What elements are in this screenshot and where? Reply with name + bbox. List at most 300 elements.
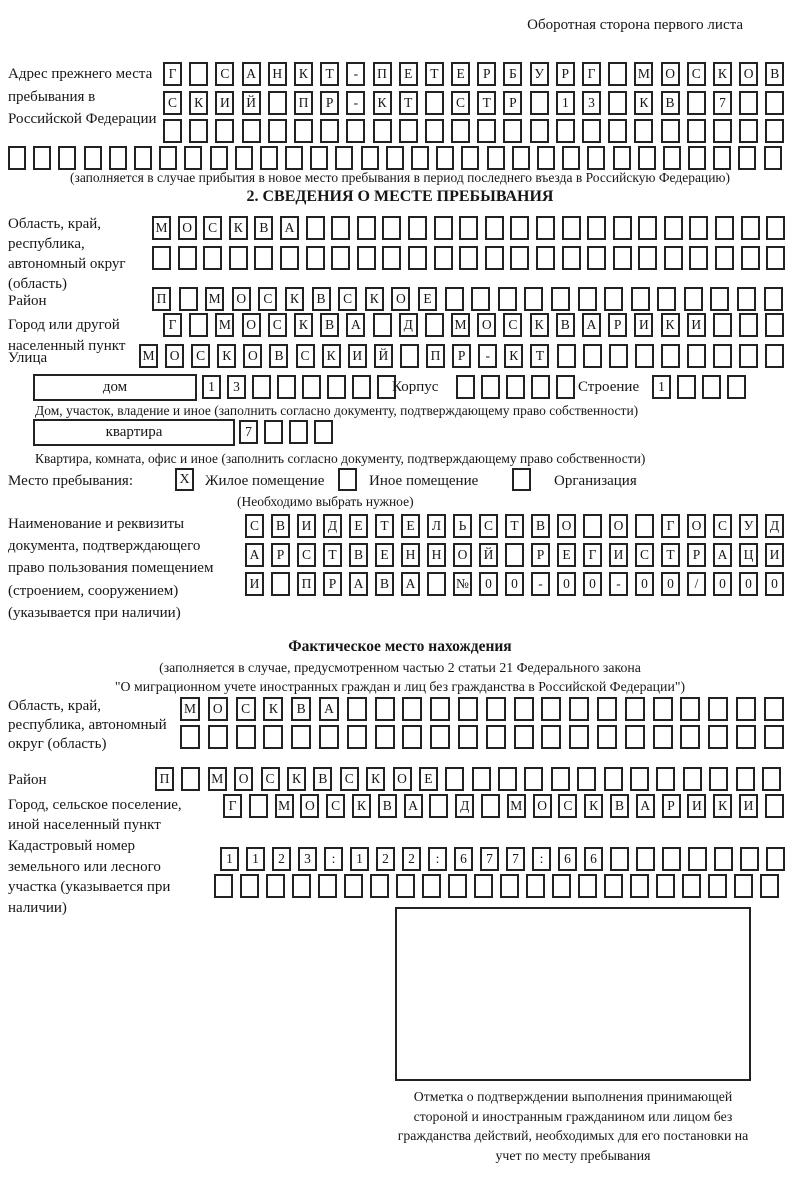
- char-box[interactable]: 3: [582, 91, 601, 115]
- char-box[interactable]: [597, 725, 617, 749]
- char-box[interactable]: [630, 874, 649, 898]
- char-box[interactable]: [268, 91, 287, 115]
- char-box[interactable]: [536, 216, 555, 240]
- char-box[interactable]: [109, 146, 127, 170]
- char-box[interactable]: О: [234, 767, 253, 791]
- char-box[interactable]: В: [610, 794, 629, 818]
- char-box[interactable]: [236, 725, 256, 749]
- char-box[interactable]: [500, 874, 519, 898]
- char-box[interactable]: М: [451, 313, 470, 337]
- char-box[interactable]: Т: [530, 344, 549, 368]
- char-box[interactable]: Е: [375, 543, 394, 567]
- char-box[interactable]: [235, 146, 253, 170]
- char-box[interactable]: [472, 767, 491, 791]
- char-box[interactable]: [631, 287, 650, 311]
- char-box[interactable]: [357, 246, 376, 270]
- char-box[interactable]: О: [208, 697, 228, 721]
- char-box[interactable]: [689, 246, 708, 270]
- char-box[interactable]: [346, 119, 365, 143]
- char-box[interactable]: [530, 91, 549, 115]
- char-box[interactable]: [583, 514, 602, 538]
- char-box[interactable]: С: [296, 344, 315, 368]
- char-box[interactable]: [178, 246, 197, 270]
- char-box[interactable]: В: [349, 543, 368, 567]
- char-box[interactable]: Е: [557, 543, 576, 567]
- char-box[interactable]: [291, 725, 311, 749]
- char-box[interactable]: А: [404, 794, 423, 818]
- char-box[interactable]: Р: [662, 794, 681, 818]
- char-box[interactable]: [625, 697, 645, 721]
- char-box[interactable]: [638, 146, 656, 170]
- char-box[interactable]: Е: [419, 767, 438, 791]
- char-box[interactable]: [445, 287, 464, 311]
- char-box[interactable]: О: [393, 767, 412, 791]
- char-box[interactable]: Г: [163, 62, 182, 86]
- char-box[interactable]: [531, 375, 550, 399]
- char-box[interactable]: [741, 246, 760, 270]
- char-box[interactable]: О: [300, 794, 319, 818]
- char-box[interactable]: [159, 146, 177, 170]
- char-box[interactable]: [347, 725, 367, 749]
- char-box[interactable]: С: [268, 313, 287, 337]
- char-box[interactable]: К: [287, 767, 306, 791]
- char-box[interactable]: [653, 725, 673, 749]
- char-box[interactable]: Ь: [453, 514, 472, 538]
- char-box[interactable]: И: [634, 313, 653, 337]
- char-box[interactable]: Й: [479, 543, 498, 567]
- char-box[interactable]: В: [291, 697, 311, 721]
- char-box[interactable]: 0: [635, 572, 654, 596]
- char-box[interactable]: М: [208, 767, 227, 791]
- char-box[interactable]: [427, 572, 446, 596]
- char-box[interactable]: [736, 767, 755, 791]
- char-box[interactable]: [635, 344, 654, 368]
- char-box[interactable]: Р: [477, 62, 496, 86]
- char-box[interactable]: [481, 375, 500, 399]
- char-box[interactable]: [689, 216, 708, 240]
- char-box[interactable]: Т: [477, 91, 496, 115]
- char-box[interactable]: О: [661, 62, 680, 86]
- char-box[interactable]: М: [275, 794, 294, 818]
- char-box[interactable]: 0: [557, 572, 576, 596]
- char-box[interactable]: [285, 146, 303, 170]
- char-box[interactable]: [458, 697, 478, 721]
- char-box[interactable]: С: [713, 514, 732, 538]
- char-box[interactable]: К: [229, 216, 248, 240]
- char-box[interactable]: К: [504, 344, 523, 368]
- char-box[interactable]: [551, 287, 570, 311]
- char-box[interactable]: И: [765, 543, 784, 567]
- char-box[interactable]: [347, 697, 367, 721]
- char-box[interactable]: [734, 874, 753, 898]
- char-box[interactable]: [765, 313, 784, 337]
- char-box[interactable]: 6: [454, 847, 473, 871]
- char-box[interactable]: А: [713, 543, 732, 567]
- char-box[interactable]: [604, 767, 623, 791]
- char-box[interactable]: Г: [582, 62, 601, 86]
- char-box[interactable]: Г: [661, 514, 680, 538]
- char-box[interactable]: С: [558, 794, 577, 818]
- char-box[interactable]: [260, 146, 278, 170]
- confirmation-stamp-box[interactable]: [395, 907, 751, 1081]
- char-box[interactable]: С: [236, 697, 256, 721]
- char-box[interactable]: М: [507, 794, 526, 818]
- char-box[interactable]: О: [533, 794, 552, 818]
- char-box[interactable]: [208, 725, 228, 749]
- char-box[interactable]: П: [152, 287, 171, 311]
- char-box[interactable]: 6: [584, 847, 603, 871]
- char-box[interactable]: :: [324, 847, 343, 871]
- char-box[interactable]: [766, 847, 785, 871]
- char-box[interactable]: И: [215, 91, 234, 115]
- char-box[interactable]: [498, 767, 517, 791]
- char-box[interactable]: [638, 246, 657, 270]
- char-box[interactable]: [609, 344, 628, 368]
- char-box[interactable]: Р: [531, 543, 550, 567]
- char-box[interactable]: [526, 874, 545, 898]
- char-box[interactable]: [536, 246, 555, 270]
- char-box[interactable]: [229, 246, 248, 270]
- char-box[interactable]: Н: [268, 62, 287, 86]
- char-box[interactable]: [456, 375, 475, 399]
- stay-type-checkbox-dwelling[interactable]: X: [175, 468, 194, 491]
- char-box[interactable]: [577, 767, 596, 791]
- char-box[interactable]: Т: [425, 62, 444, 86]
- char-box[interactable]: [429, 794, 448, 818]
- char-box[interactable]: У: [530, 62, 549, 86]
- char-box[interactable]: 0: [661, 572, 680, 596]
- char-box[interactable]: 2: [402, 847, 421, 871]
- char-box[interactable]: [736, 697, 756, 721]
- char-box[interactable]: [680, 697, 700, 721]
- char-box[interactable]: [436, 146, 454, 170]
- char-box[interactable]: К: [661, 313, 680, 337]
- char-box[interactable]: О: [232, 287, 251, 311]
- char-box[interactable]: №: [453, 572, 472, 596]
- char-box[interactable]: [264, 420, 283, 444]
- char-box[interactable]: А: [319, 697, 339, 721]
- char-box[interactable]: [541, 725, 561, 749]
- char-box[interactable]: [524, 287, 543, 311]
- char-box[interactable]: [634, 119, 653, 143]
- char-box[interactable]: [715, 246, 734, 270]
- char-box[interactable]: [765, 91, 784, 115]
- char-box[interactable]: [434, 216, 453, 240]
- char-box[interactable]: [662, 847, 681, 871]
- char-box[interactable]: [471, 287, 490, 311]
- char-box[interactable]: [739, 313, 758, 337]
- char-box[interactable]: [425, 119, 444, 143]
- char-box[interactable]: О: [242, 313, 261, 337]
- char-box[interactable]: 0: [583, 572, 602, 596]
- char-box[interactable]: О: [243, 344, 262, 368]
- char-box[interactable]: [578, 874, 597, 898]
- char-box[interactable]: [713, 344, 732, 368]
- char-box[interactable]: [737, 287, 756, 311]
- char-box[interactable]: [765, 344, 784, 368]
- char-box[interactable]: -: [609, 572, 628, 596]
- char-box[interactable]: О: [609, 514, 628, 538]
- char-box[interactable]: И: [687, 794, 706, 818]
- char-box[interactable]: 1: [246, 847, 265, 871]
- char-box[interactable]: [653, 697, 673, 721]
- char-box[interactable]: [152, 246, 171, 270]
- char-box[interactable]: [249, 794, 268, 818]
- char-box[interactable]: [760, 874, 779, 898]
- char-box[interactable]: [708, 697, 728, 721]
- char-box[interactable]: [514, 697, 534, 721]
- char-box[interactable]: [84, 146, 102, 170]
- char-box[interactable]: О: [557, 514, 576, 538]
- char-box[interactable]: [710, 287, 729, 311]
- char-box[interactable]: А: [242, 62, 261, 86]
- stay-type-checkbox-organization[interactable]: [512, 468, 531, 491]
- char-box[interactable]: [739, 119, 758, 143]
- char-box[interactable]: [215, 119, 234, 143]
- char-box[interactable]: А: [582, 313, 601, 337]
- char-box[interactable]: [294, 119, 313, 143]
- char-box[interactable]: И: [739, 794, 758, 818]
- char-box[interactable]: П: [297, 572, 316, 596]
- char-box[interactable]: [184, 146, 202, 170]
- char-box[interactable]: [709, 767, 728, 791]
- char-box[interactable]: [739, 91, 758, 115]
- char-box[interactable]: [657, 287, 676, 311]
- char-box[interactable]: И: [348, 344, 367, 368]
- char-box[interactable]: Г: [163, 313, 182, 337]
- char-box[interactable]: [587, 146, 605, 170]
- char-box[interactable]: В: [556, 313, 575, 337]
- char-box[interactable]: [189, 119, 208, 143]
- char-box[interactable]: Р: [556, 62, 575, 86]
- char-box[interactable]: [608, 62, 627, 86]
- char-box[interactable]: К: [365, 287, 384, 311]
- stay-type-checkbox-other-premises[interactable]: [338, 468, 357, 491]
- char-box[interactable]: [319, 725, 339, 749]
- char-box[interactable]: [762, 767, 781, 791]
- char-box[interactable]: Й: [374, 344, 393, 368]
- char-box[interactable]: Д: [323, 514, 342, 538]
- char-box[interactable]: [214, 874, 233, 898]
- char-box[interactable]: Ц: [739, 543, 758, 567]
- char-box[interactable]: Д: [765, 514, 784, 538]
- char-box[interactable]: А: [401, 572, 420, 596]
- char-box[interactable]: [318, 874, 337, 898]
- char-box[interactable]: [764, 146, 782, 170]
- char-box[interactable]: [327, 375, 346, 399]
- char-box[interactable]: А: [280, 216, 299, 240]
- char-box[interactable]: [587, 246, 606, 270]
- char-box[interactable]: О: [453, 543, 472, 567]
- char-box[interactable]: 0: [765, 572, 784, 596]
- char-box[interactable]: Р: [452, 344, 471, 368]
- char-box[interactable]: П: [294, 91, 313, 115]
- char-box[interactable]: [189, 62, 208, 86]
- char-box[interactable]: [739, 344, 758, 368]
- char-box[interactable]: 1: [556, 91, 575, 115]
- char-box[interactable]: Т: [399, 91, 418, 115]
- char-box[interactable]: [306, 246, 325, 270]
- char-box[interactable]: [736, 725, 756, 749]
- char-box[interactable]: [715, 216, 734, 240]
- char-box[interactable]: 7: [506, 847, 525, 871]
- char-box[interactable]: [683, 767, 702, 791]
- char-box[interactable]: [425, 313, 444, 337]
- char-box[interactable]: [306, 216, 325, 240]
- char-box[interactable]: [604, 874, 623, 898]
- char-box[interactable]: 6: [558, 847, 577, 871]
- char-box[interactable]: [687, 119, 706, 143]
- char-box[interactable]: Г: [223, 794, 242, 818]
- char-box[interactable]: Т: [320, 62, 339, 86]
- char-box[interactable]: 0: [739, 572, 758, 596]
- char-box[interactable]: [656, 767, 675, 791]
- char-box[interactable]: [280, 246, 299, 270]
- char-box[interactable]: В: [312, 287, 331, 311]
- char-box[interactable]: 3: [227, 375, 246, 399]
- char-box[interactable]: [766, 246, 785, 270]
- char-box[interactable]: [680, 725, 700, 749]
- char-box[interactable]: [481, 794, 500, 818]
- char-box[interactable]: П: [426, 344, 445, 368]
- char-box[interactable]: [430, 725, 450, 749]
- char-box[interactable]: К: [285, 287, 304, 311]
- char-box[interactable]: Р: [320, 91, 339, 115]
- char-box[interactable]: [552, 874, 571, 898]
- char-box[interactable]: К: [713, 62, 732, 86]
- char-box[interactable]: К: [263, 697, 283, 721]
- char-box[interactable]: [713, 313, 732, 337]
- char-box[interactable]: Р: [503, 91, 522, 115]
- char-box[interactable]: [765, 794, 784, 818]
- char-box[interactable]: [448, 874, 467, 898]
- char-box[interactable]: К: [634, 91, 653, 115]
- char-box[interactable]: [569, 697, 589, 721]
- char-box[interactable]: [361, 146, 379, 170]
- char-box[interactable]: К: [373, 91, 392, 115]
- char-box[interactable]: [268, 119, 287, 143]
- char-box[interactable]: [613, 216, 632, 240]
- char-box[interactable]: [396, 874, 415, 898]
- char-box[interactable]: 1: [202, 375, 221, 399]
- char-box[interactable]: [524, 767, 543, 791]
- char-box[interactable]: [635, 514, 654, 538]
- char-box[interactable]: [765, 119, 784, 143]
- char-box[interactable]: [713, 146, 731, 170]
- char-box[interactable]: [485, 246, 504, 270]
- char-box[interactable]: [58, 146, 76, 170]
- char-box[interactable]: [487, 146, 505, 170]
- char-box[interactable]: Р: [608, 313, 627, 337]
- char-box[interactable]: У: [739, 514, 758, 538]
- char-box[interactable]: [740, 847, 759, 871]
- char-box[interactable]: К: [322, 344, 341, 368]
- char-box[interactable]: [302, 375, 321, 399]
- char-box[interactable]: [506, 375, 525, 399]
- char-box[interactable]: [408, 246, 427, 270]
- char-box[interactable]: И: [609, 543, 628, 567]
- char-box[interactable]: В: [269, 344, 288, 368]
- char-box[interactable]: [477, 119, 496, 143]
- char-box[interactable]: [254, 246, 273, 270]
- char-box[interactable]: В: [531, 514, 550, 538]
- char-box[interactable]: 2: [376, 847, 395, 871]
- char-box[interactable]: [357, 216, 376, 240]
- char-box[interactable]: И: [245, 572, 264, 596]
- char-box[interactable]: О: [739, 62, 758, 86]
- char-box[interactable]: В: [271, 514, 290, 538]
- char-box[interactable]: [687, 91, 706, 115]
- char-box[interactable]: [451, 119, 470, 143]
- char-box[interactable]: [661, 344, 680, 368]
- char-box[interactable]: [714, 847, 733, 871]
- char-box[interactable]: [562, 216, 581, 240]
- char-box[interactable]: [320, 119, 339, 143]
- char-box[interactable]: [331, 216, 350, 240]
- char-box[interactable]: С: [258, 287, 277, 311]
- char-box[interactable]: [569, 725, 589, 749]
- char-box[interactable]: [459, 246, 478, 270]
- char-box[interactable]: С: [635, 543, 654, 567]
- char-box[interactable]: О: [391, 287, 410, 311]
- char-box[interactable]: О: [178, 216, 197, 240]
- char-box[interactable]: [181, 767, 200, 791]
- char-box[interactable]: [485, 216, 504, 240]
- char-box[interactable]: [503, 119, 522, 143]
- char-box[interactable]: [541, 697, 561, 721]
- char-box[interactable]: /: [687, 572, 706, 596]
- char-box[interactable]: К: [294, 313, 313, 337]
- char-box[interactable]: [459, 216, 478, 240]
- char-box[interactable]: -: [478, 344, 497, 368]
- char-box[interactable]: В: [661, 91, 680, 115]
- char-box[interactable]: [266, 874, 285, 898]
- char-box[interactable]: Й: [242, 91, 261, 115]
- char-box[interactable]: М: [634, 62, 653, 86]
- char-box[interactable]: [578, 287, 597, 311]
- char-box[interactable]: [608, 91, 627, 115]
- char-box[interactable]: 0: [713, 572, 732, 596]
- char-box[interactable]: [461, 146, 479, 170]
- char-box[interactable]: [271, 572, 290, 596]
- char-box[interactable]: О: [165, 344, 184, 368]
- char-box[interactable]: [656, 874, 675, 898]
- char-box[interactable]: [277, 375, 296, 399]
- char-box[interactable]: [613, 146, 631, 170]
- char-box[interactable]: [597, 697, 617, 721]
- char-box[interactable]: Е: [418, 287, 437, 311]
- char-box[interactable]: [33, 146, 51, 170]
- char-box[interactable]: [486, 697, 506, 721]
- char-box[interactable]: В: [375, 572, 394, 596]
- char-box[interactable]: [331, 246, 350, 270]
- char-box[interactable]: С: [203, 216, 222, 240]
- char-box[interactable]: [210, 146, 228, 170]
- char-box[interactable]: [514, 725, 534, 749]
- char-box[interactable]: [764, 725, 784, 749]
- char-box[interactable]: М: [215, 313, 234, 337]
- char-box[interactable]: С: [687, 62, 706, 86]
- char-box[interactable]: [608, 119, 627, 143]
- char-box[interactable]: [636, 847, 655, 871]
- char-box[interactable]: [189, 313, 208, 337]
- char-box[interactable]: [530, 119, 549, 143]
- char-box[interactable]: [411, 146, 429, 170]
- char-box[interactable]: [510, 216, 529, 240]
- char-box[interactable]: С: [451, 91, 470, 115]
- char-box[interactable]: [240, 874, 259, 898]
- char-box[interactable]: В: [765, 62, 784, 86]
